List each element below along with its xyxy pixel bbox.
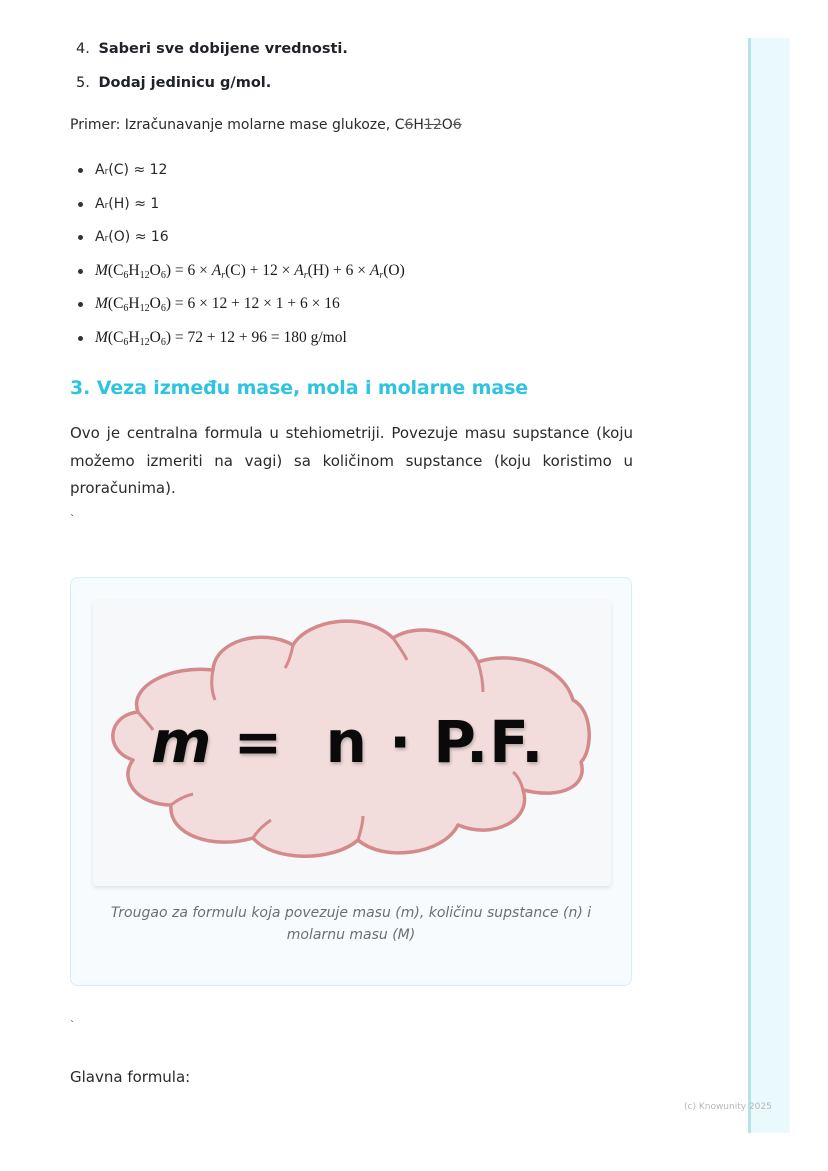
step-5 xyxy=(76,75,271,91)
copyright-footer: (c) Knowunity 2025 xyxy=(684,1102,772,1112)
step-4 xyxy=(76,41,348,57)
stray-backtick-2: ` xyxy=(70,1020,75,1031)
list-item-ar-c: Ar(C) ≈ 12 xyxy=(70,158,405,192)
step-number: 4. xyxy=(76,41,90,57)
figure-card xyxy=(70,577,632,986)
side-panel xyxy=(748,38,790,1133)
formula-h: H xyxy=(413,117,424,133)
main-formula-label: Glavna formula: xyxy=(70,1068,191,1086)
section-heading: 3. Veza između mase, mola i molarne mase xyxy=(70,377,529,399)
step-text: Saberi sve dobijene vrednosti. xyxy=(98,41,348,57)
step-number: 5. xyxy=(76,75,90,91)
stray-backtick: ` xyxy=(70,514,75,525)
formula-h-count: 12 xyxy=(423,117,442,133)
list-item-formula-result: $M(C_6H_{12}O_6) = 72 + 12 + 96 = 180$ g/mol xyxy=(70,326,405,360)
formula-cloud-image xyxy=(93,600,611,886)
formula-c: C xyxy=(394,117,405,133)
list-item-ar-o: Ar(O) ≈ 16 xyxy=(70,225,405,259)
list-item-formula-general: $M(C_6H_{12}O_6) = 6 \times A_r(C) + 12 \times A_r(H) + 6 \times A_r(O)$ xyxy=(70,259,405,293)
list-item-formula-substituted: $M(C_6H_{12}O_6) = 6 \times 12 + 12 \times 1 + 6 \times 16$ xyxy=(70,292,405,326)
list-item-ar-h: Ar(H) ≈ 1 xyxy=(70,192,405,226)
example-intro xyxy=(70,117,462,133)
formula-o-count: 6 xyxy=(452,117,462,133)
step-text: Dodaj jedinicu g/mol. xyxy=(98,75,272,91)
figure-caption: Trougao za formulu koja povezuje masu (m), količinu supstance (n) i molarnu masu (M) xyxy=(110,905,592,943)
calculation-list xyxy=(70,158,405,359)
formula-o: O xyxy=(441,117,453,133)
formula-c-count: 6 xyxy=(404,117,414,133)
example-prefix: Primer: Izračunavanje molarne mase glukoze, xyxy=(70,117,395,133)
mass-formula: m = n · P.F. xyxy=(151,708,545,776)
section-paragraph: Ovo je centralna formula u stehiometriji. Povezuje masu supstance (koju možemo izmeriti na vagi) sa količinom supstance (koju koristimo u proračunima). xyxy=(70,424,633,497)
